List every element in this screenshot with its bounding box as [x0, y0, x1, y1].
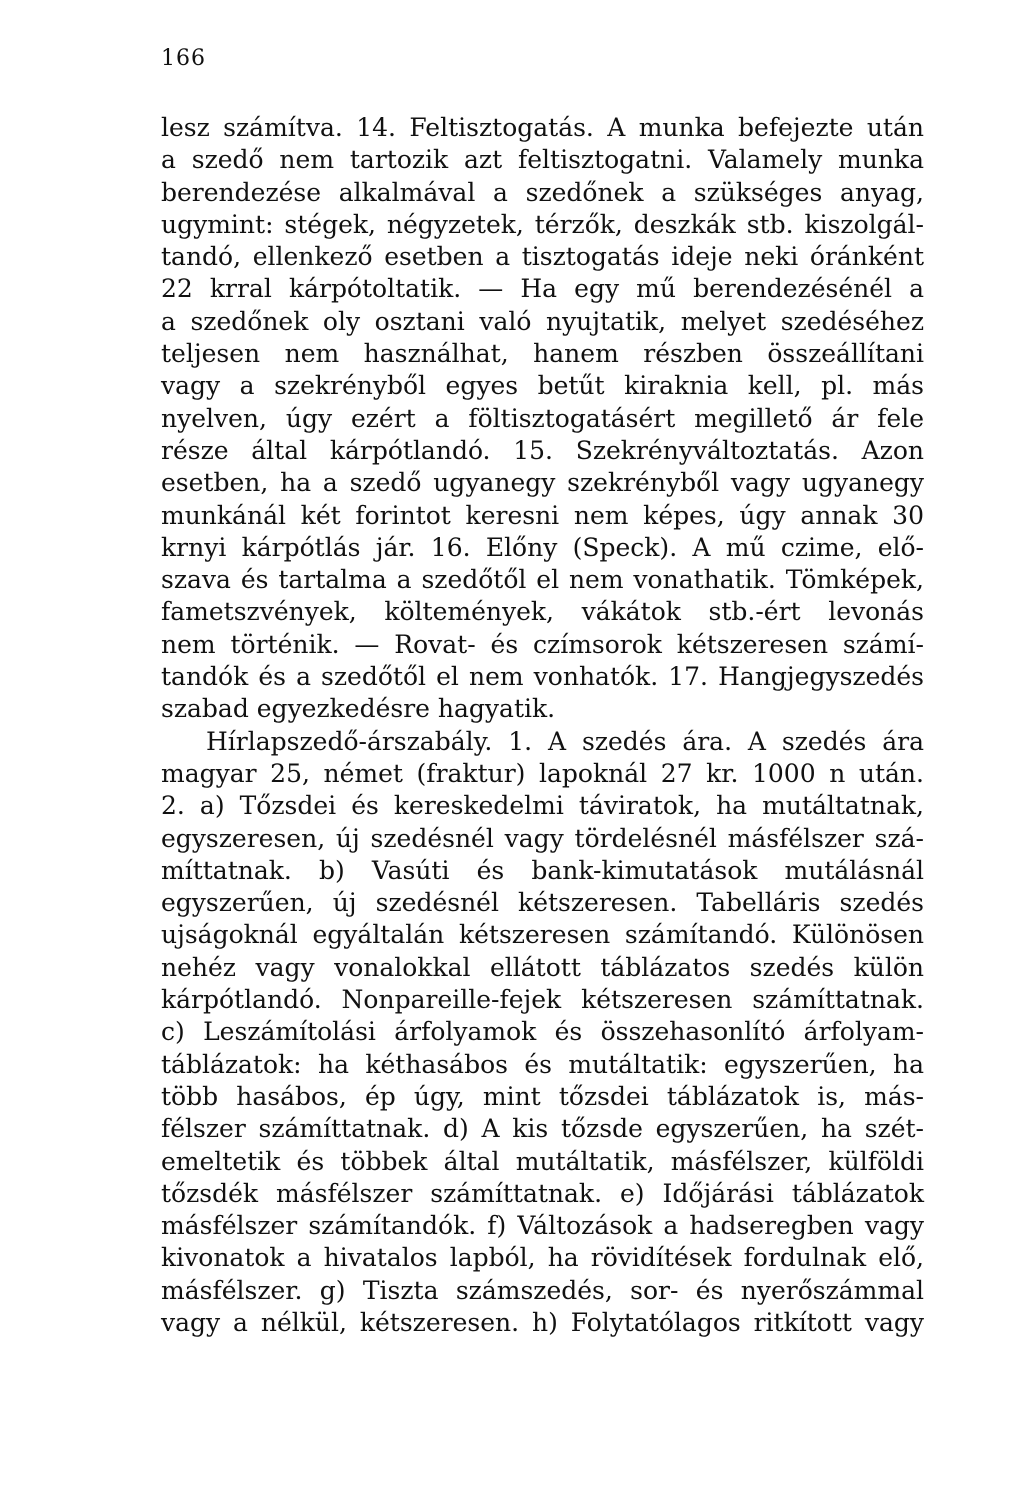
text-line: félszer számíttatnak. d) A kis tőzsde egyszerűen, ha szét- — [161, 1114, 924, 1144]
text-line: tőzsdék másfélszer számíttatnak. e) Időjárási táblázatok — [161, 1178, 924, 1208]
page-number: 166 — [161, 46, 206, 71]
text-line: c) Leszámítolási árfolyamok és összehasonlító árfolyam- — [161, 1017, 924, 1047]
text-line: tandó, ellenkező esetben a tisztogatás ideje neki óránként — [161, 242, 924, 272]
text-line: ujságoknál egyáltalán kétszeresen számítandó. Különösen — [161, 920, 924, 950]
text-line: nyelven, úgy ezért a föltisztogatásért megillető ár fele — [161, 403, 924, 433]
text-line: krnyi kárpótlás jár. 16. Előny (Speck). A mű czime, elő- — [161, 532, 924, 562]
text-line: esetben, ha a szedő ugyanegy szekrényből vagy ugyanegy — [161, 468, 924, 498]
text-line: vagy a szekrényből egyes betűt kiraknia kell, pl. más — [161, 371, 924, 401]
text-line: nem történik. — Rovat- és czímsorok kétszeresen számí- — [161, 629, 924, 659]
text-line: ugymint: stégek, négyzetek, térzők, deszkák stb. kiszolgál- — [161, 209, 924, 239]
text-line: több hasábos, ép úgy, mint tőzsdei táblázatok is, más- — [161, 1081, 924, 1111]
text-line: táblázatok: ha kéthasábos és mutáltatik: egyszerűen, ha — [161, 1049, 924, 1079]
text-line: teljesen nem használhat, hanem részben összeállítani — [161, 339, 924, 369]
text-line: kivonatok a hivatalos lapból, ha rövidítések fordulnak elő, — [161, 1243, 924, 1273]
text-line: emeltetik és többek által mutáltatik, másfélszer, külföldi — [161, 1146, 924, 1176]
section-heading-line: Hírlapszedő-árszabály. 1. A szedés ára. A szedés ára — [206, 726, 924, 756]
text-line: nehéz vagy vonalokkal ellátott táblázatos szedés külön — [161, 952, 924, 982]
text-line: szava és tartalma a szedőtől el nem vonathatik. Tömképek, — [161, 565, 924, 595]
text-line: munkánál két forintot keresni nem képes, úgy annak 30 — [161, 500, 924, 530]
text-line: másfélszer. g) Tiszta számszedés, sor- és nyerőszámmal — [161, 1275, 924, 1305]
text-line: vagy a nélkül, kétszeresen. h) Folytatólagos ritkított vagy — [161, 1307, 924, 1337]
text-line: egyszerűen, új szedésnél kétszeresen. Tabelláris szedés — [161, 888, 924, 918]
text-line: része által kárpótlandó. 15. Szekrényváltoztatás. Azon — [161, 435, 924, 465]
text-line: tandók és a szedőtől el nem vonhatók. 17. Hangjegyszedés — [161, 662, 924, 692]
text-line: míttatnak. b) Vasúti és bank-kimutatások mutálásnál — [161, 855, 924, 885]
text-line: szabad egyezkedésre hagyatik. — [161, 694, 556, 724]
text-line: egyszeresen, új szedésnél vagy tördelésnél másfélszer szá- — [161, 823, 924, 853]
text-line: berendezése alkalmával a szedőnek a szükséges anyag, — [161, 177, 924, 207]
text-line: másfélszer számítandók. f) Változások a hadseregben vagy — [161, 1211, 924, 1241]
text-line: 22 krral kárpótoltatik. — Ha egy mű berendezésénél a — [161, 274, 924, 304]
text-line: a szedőnek oly osztani való nyujtatik, melyet szedéséhez — [161, 306, 924, 336]
text-line: a szedő nem tartozik azt feltisztogatni. Valamely munka — [161, 145, 924, 175]
text-line: 2. a) Tőzsdei és kereskedelmi táviratok, ha mutáltatnak, — [161, 791, 924, 821]
text-line: magyar 25, német (fraktur) lapoknál 27 kr. 1000 n után. — [161, 758, 924, 788]
text-line: fametszvények, költemények, vákátok stb.-ért levonás — [161, 597, 924, 627]
text-line: kárpótlandó. Nonpareille-fejek kétszeresen számíttatnak. — [161, 985, 924, 1015]
body-text — [161, 112, 924, 1339]
text-line: lesz számítva. 14. Feltisztogatás. A munka befejezte után — [161, 113, 924, 142]
